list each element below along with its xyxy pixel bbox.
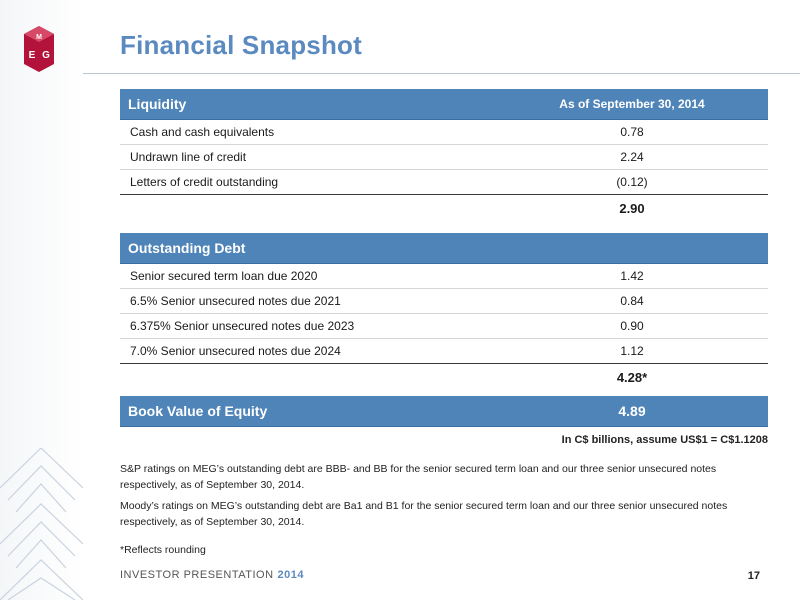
liquidity-header-date: As of September 30, 2014 [559,97,705,111]
row-value: 0.84 [620,294,644,308]
table-row [120,120,768,145]
row-value: 0.90 [620,319,644,333]
svg-text:E: E [28,50,36,61]
svg-text:G: G [42,50,50,61]
rounding-footnote: *Reflects rounding [120,544,206,556]
table-row [120,170,768,195]
table-row [120,289,768,314]
row-label: 6.5% Senior unsecured notes due 2021 [130,294,341,308]
row-label: 7.0% Senior unsecured notes due 2024 [130,344,341,358]
equity-label: Book Value of Equity [128,403,268,419]
liquidity-table [120,89,768,221]
equity-header [120,396,768,427]
row-label: 6.375% Senior unsecured notes due 2023 [130,319,355,333]
debt-total-row [120,364,768,390]
currency-note: In C$ billions, assume US$1 = C$1.1208 [561,434,768,446]
equity-table [120,396,768,427]
footer-label: INVESTOR PRESENTATION [120,569,274,581]
table-row [120,339,768,364]
liquidity-total: 2.90 [619,200,645,216]
table-row [120,145,768,170]
sp-ratings-text: S&P ratings on MEG’s outstanding debt are BBB- and BB for the senior secured term loan and our three senior unsecured notes respectively, as of September 30, 2014. [120,463,717,491]
liquidity-header-label: Liquidity [128,96,187,112]
row-value: 0.78 [620,125,644,139]
table-row [120,264,768,289]
row-label: Undrawn line of credit [130,150,247,164]
row-label: Senior secured term loan due 2020 [130,269,318,283]
debt-header-label: Outstanding Debt [128,240,246,256]
footer [120,569,304,581]
chevron-decoration-icon [0,448,83,600]
debt-header [120,233,768,264]
svg-text:M: M [36,34,42,41]
debt-total: 4.28* [616,369,648,385]
equity-value: 4.89 [618,403,646,419]
row-value: 2.24 [620,150,644,164]
page-number: 17 [747,570,760,582]
title-divider [83,73,800,74]
row-label: Letters of credit outstanding [130,175,279,189]
meg-logo [22,24,56,74]
row-value: (0.12) [616,175,648,189]
page-title: Financial Snapshot [120,30,362,60]
footer-year: 2014 [277,569,305,581]
left-sidebar [0,0,83,600]
table-row [120,314,768,339]
row-value: 1.42 [620,269,644,283]
debt-table [120,233,768,390]
liquidity-total-row [120,195,768,221]
liquidity-header [120,89,768,120]
row-value: 1.12 [620,344,644,358]
row-label: Cash and cash equivalents [130,125,275,139]
moodys-ratings-text: Moody’s ratings on MEG’s outstanding debt are Ba1 and B1 for the senior secured term loan and our three senior unsecured notes respectively, as of September 30, 2014. [120,500,728,528]
